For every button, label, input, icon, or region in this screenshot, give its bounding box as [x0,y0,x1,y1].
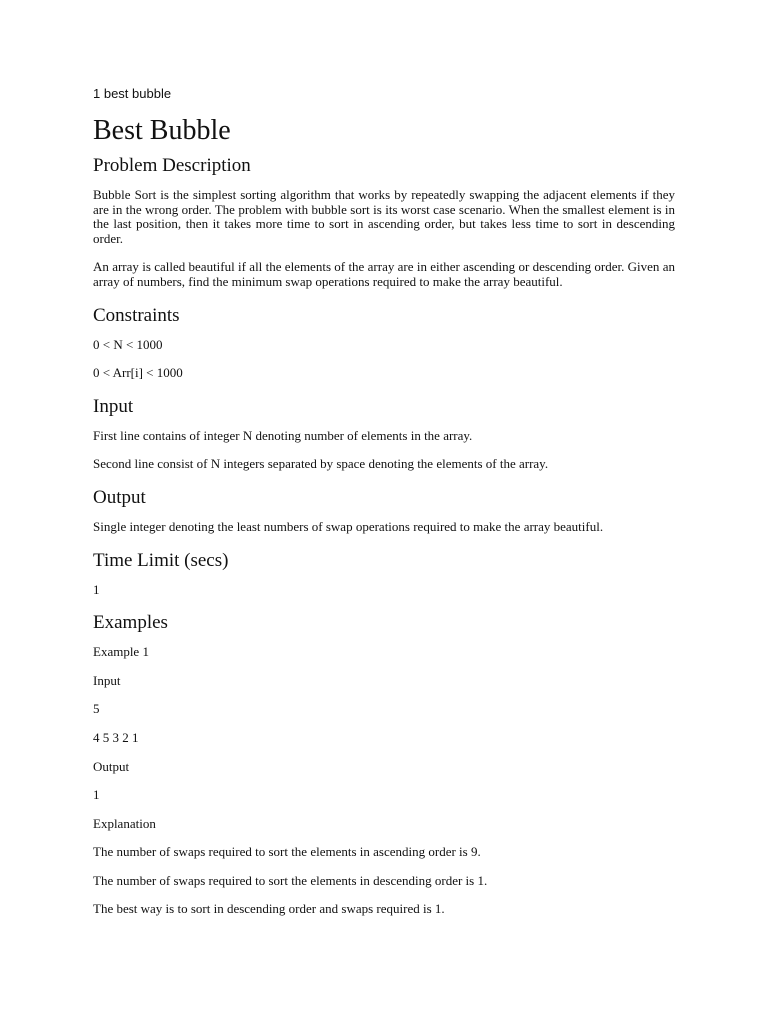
explanation-line-3: The best way is to sort in descending order and swaps required is 1. [93,901,445,917]
explanation-line-1: The number of swaps required to sort the elements in ascending order is 9. [93,844,481,860]
example-label: Example 1 [93,644,149,660]
output-heading: Output [93,486,146,508]
example-input-label: Input [93,672,121,688]
time-limit-value: 1 [93,581,100,597]
constraint-arr: 0 < Arr[i] < 1000 [93,365,183,381]
output-line: Single integer denoting the least numbers of swap operations required to make the array beautiful. [93,518,604,534]
explanation-line-2: The number of swaps required to sort the elements in descending order is 1. [93,872,488,888]
example-explanation-label: Explanation [93,815,156,831]
problem-description-paragraph-2: An array is called beautiful if all the elements of the array are in either ascending or descending order. Given an array of numbers, find the minimum swap operations required to make the array beautiful. [93,259,675,289]
problem-description-paragraph-1: Bubble Sort is the simplest sorting algorithm that works by repeatedly swapping the adjacent elements if they are in the wrong order. The problem with bubble sort is its worst case scenario. When the smallest element is in the last position, then it takes more time to sort in ascending order, but takes less time to sort in descending order. [93,187,675,246]
example-input-line-2: 4 5 3 2 1 [93,729,139,745]
constraint-n: 0 < N < 1000 [93,336,163,352]
time-limit-heading: Time Limit (secs) [93,549,229,571]
input-line-2: Second line consist of N integers separated by space denoting the elements of the array. [93,456,549,472]
problem-description-heading: Problem Description [93,155,251,176]
example-output-value: 1 [93,787,100,803]
document-label: 1 best bubble [93,86,172,101]
example-input-line-1: 5 [93,701,100,717]
page-title: Best Bubble [93,115,231,146]
input-heading: Input [93,395,134,417]
input-line-1: First line contains of integer N denoting number of elements in the array. [93,427,473,443]
document-body [93,154,675,931]
example-output-label: Output [93,758,130,774]
constraints-heading: Constraints [93,304,180,326]
examples-heading: Examples [93,612,168,634]
